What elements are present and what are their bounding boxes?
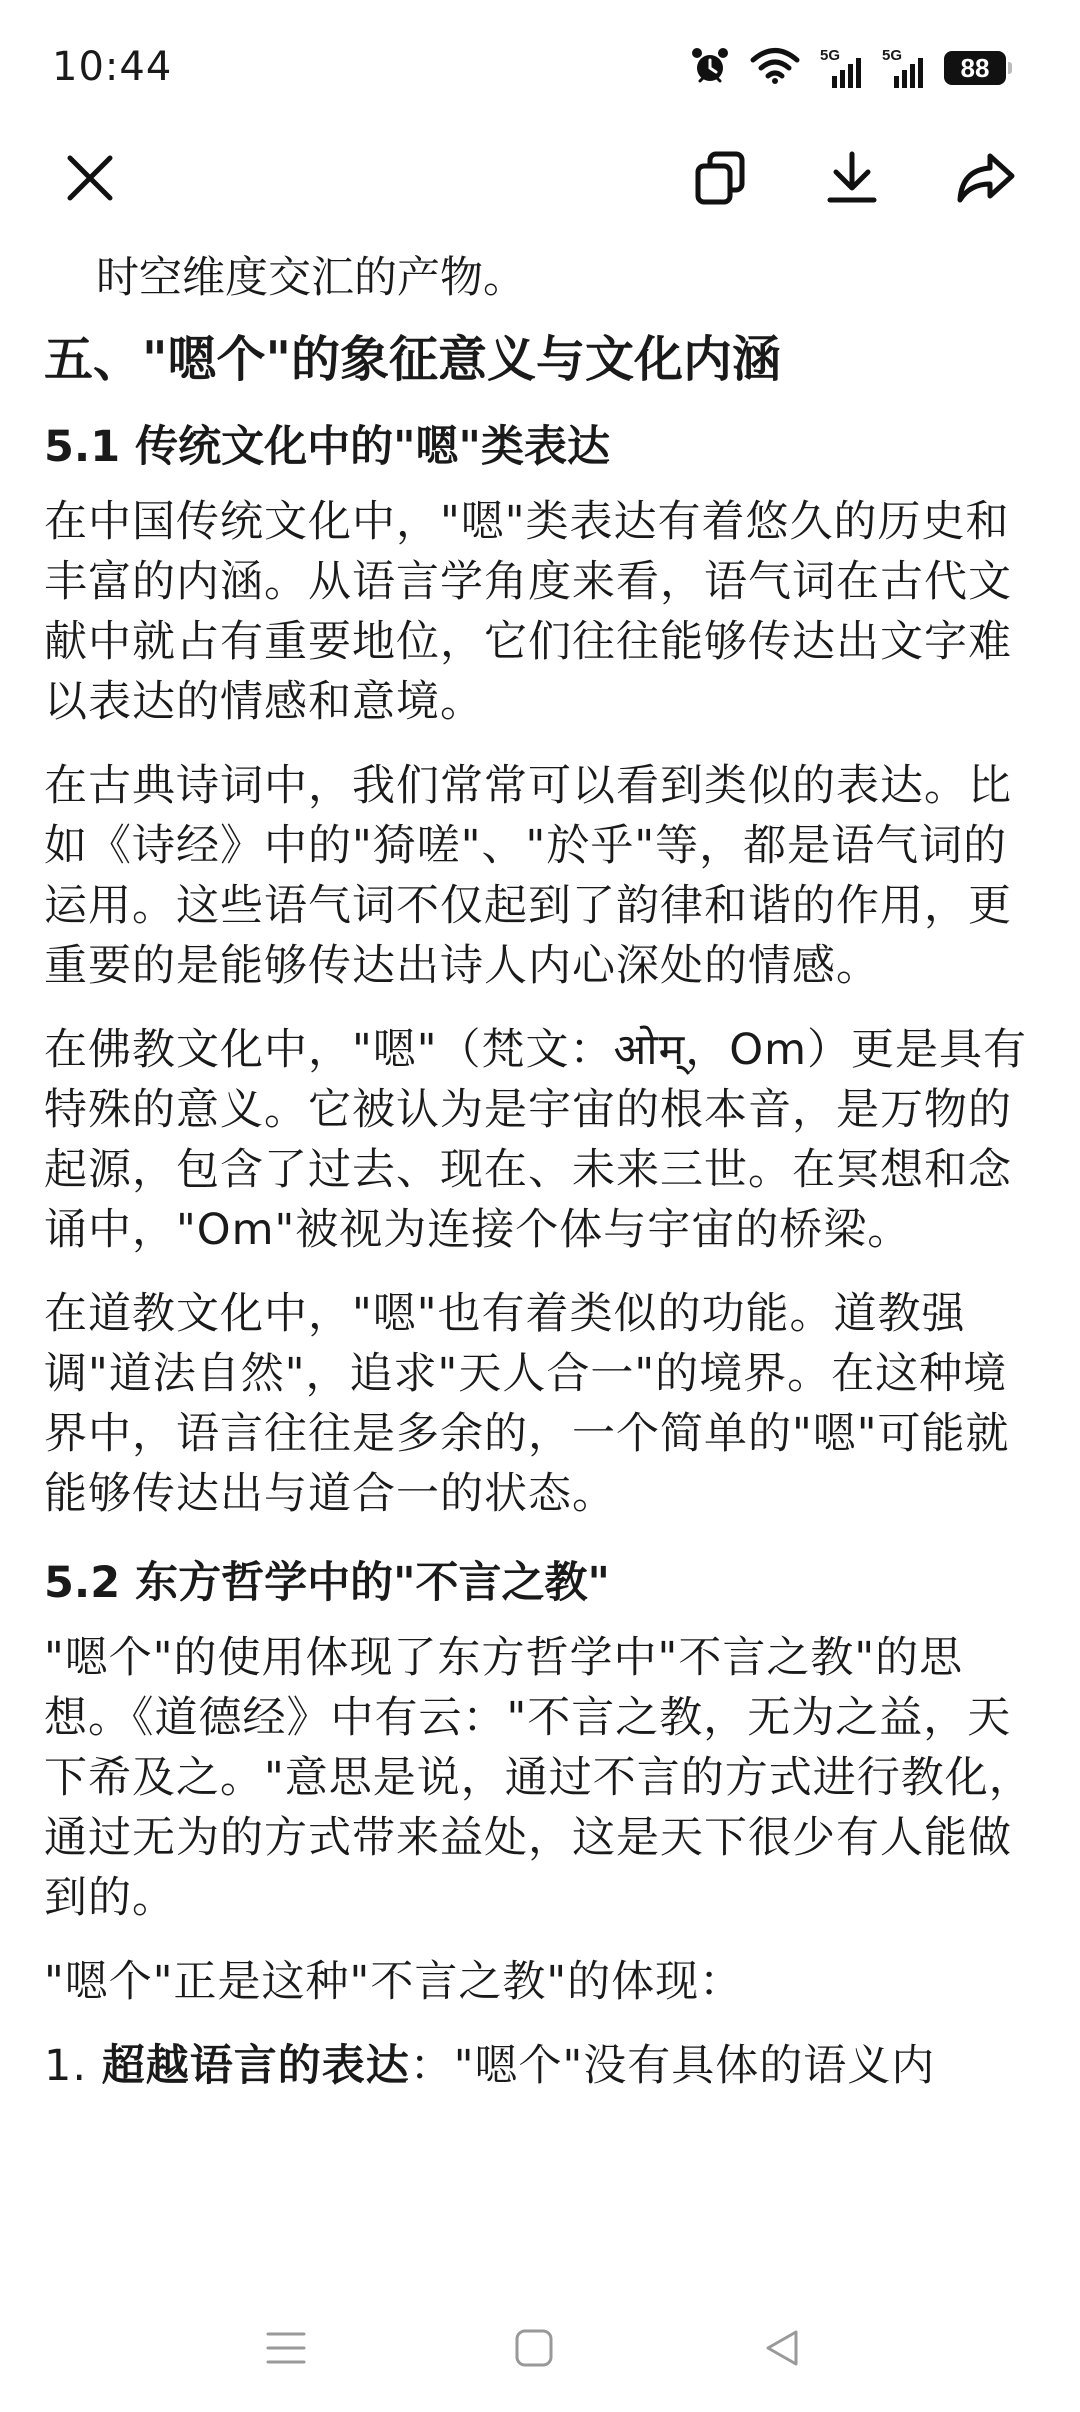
subsection-heading-5-1: 5.1 传统文化中的"嗯"类表达: [44, 422, 610, 472]
paragraph: 在道教文化中，"嗯"也有着类似的功能。道教强调"道法自然"，追求"天人合一"的境界。在这种境界中，语言往往是多余的，一个简单的"嗯"可能就能够传达出与道合一的状态。: [44, 1289, 1010, 1519]
subsection-heading-5-2: 5.2 东方哲学中的"不言之教": [44, 1558, 610, 1608]
status-time: 10:44: [52, 44, 173, 90]
close-button[interactable]: [50, 140, 130, 220]
paragraph: "嗯个"的使用体现了东方哲学中"不言之教"的思想。《道德经》中有云："不言之教，无为之益，天下希及之。"意思是说，通过不言的方式进行教化，通过无为的方式带来益处，这是天下很少有人能做到的。: [44, 1633, 1033, 1923]
paragraph: 在古典诗词中，我们常常可以看到类似的表达。比如《诗经》中的"猗嗟"、"於乎"等，都是语气词的运用。这些语气词不仅起到了韵律和谐的作用，更重要的是能够传达出诗人内心深处的情感。: [44, 761, 1012, 991]
paragraph-continuation: 时空维度交汇的产物。: [96, 253, 526, 303]
status-icons: [690, 46, 1006, 90]
close-icon: [62, 150, 118, 210]
download-button[interactable]: [812, 140, 892, 220]
wifi-icon: [750, 47, 800, 89]
list-number: 1.: [44, 2041, 88, 2091]
paragraph: 在中国传统文化中，"嗯"类表达有着悠久的历史和丰富的内涵。从语言学角度来看，语气词在古代文献中就占有重要地位，它们往往能够传达出文字难以表达的情感和意境。: [44, 497, 1012, 727]
alarm-icon: [690, 46, 730, 90]
home-button[interactable]: [494, 2310, 574, 2390]
paragraph: "嗯个"正是这种"不言之教"的体现：: [44, 1957, 744, 2007]
list-item-lead: 超越语言的表达: [101, 2041, 410, 2091]
menu-icon: [264, 2328, 308, 2372]
navigation-bar: [0, 2290, 1080, 2412]
signal-5g-icon: 5G: [882, 48, 924, 88]
home-icon: [512, 2326, 556, 2374]
article-content: [44, 240, 1040, 2270]
signal-5g-icon: 5G: [820, 48, 862, 88]
copy-button[interactable]: [680, 140, 760, 220]
back-icon: [760, 2326, 804, 2374]
share-icon: [956, 150, 1016, 210]
back-button[interactable]: [742, 2310, 822, 2390]
copy-icon: [692, 150, 748, 210]
download-icon: [824, 150, 880, 210]
list-item-text: ："嗯个"没有具体的语义内: [409, 2041, 936, 2091]
share-button[interactable]: [946, 140, 1026, 220]
battery-icon: 88: [944, 51, 1006, 85]
section-heading: 五、"嗯个"的象征意义与文化内涵: [44, 331, 782, 388]
toolbar: [0, 130, 1080, 240]
menu-button[interactable]: [246, 2310, 326, 2390]
list-item: [44, 2036, 1040, 2096]
status-bar: [0, 0, 1080, 130]
paragraph: 在佛教文化中，"嗯"（梵文：ओम्，Om）更是具有特殊的意义。它被认为是宇宙的根本音，是万物的起源，包含了过去、现在、未来三世。在冥想和念诵中，"Om"被视为连接个体与宇宙的桥梁。: [44, 1025, 1027, 1255]
